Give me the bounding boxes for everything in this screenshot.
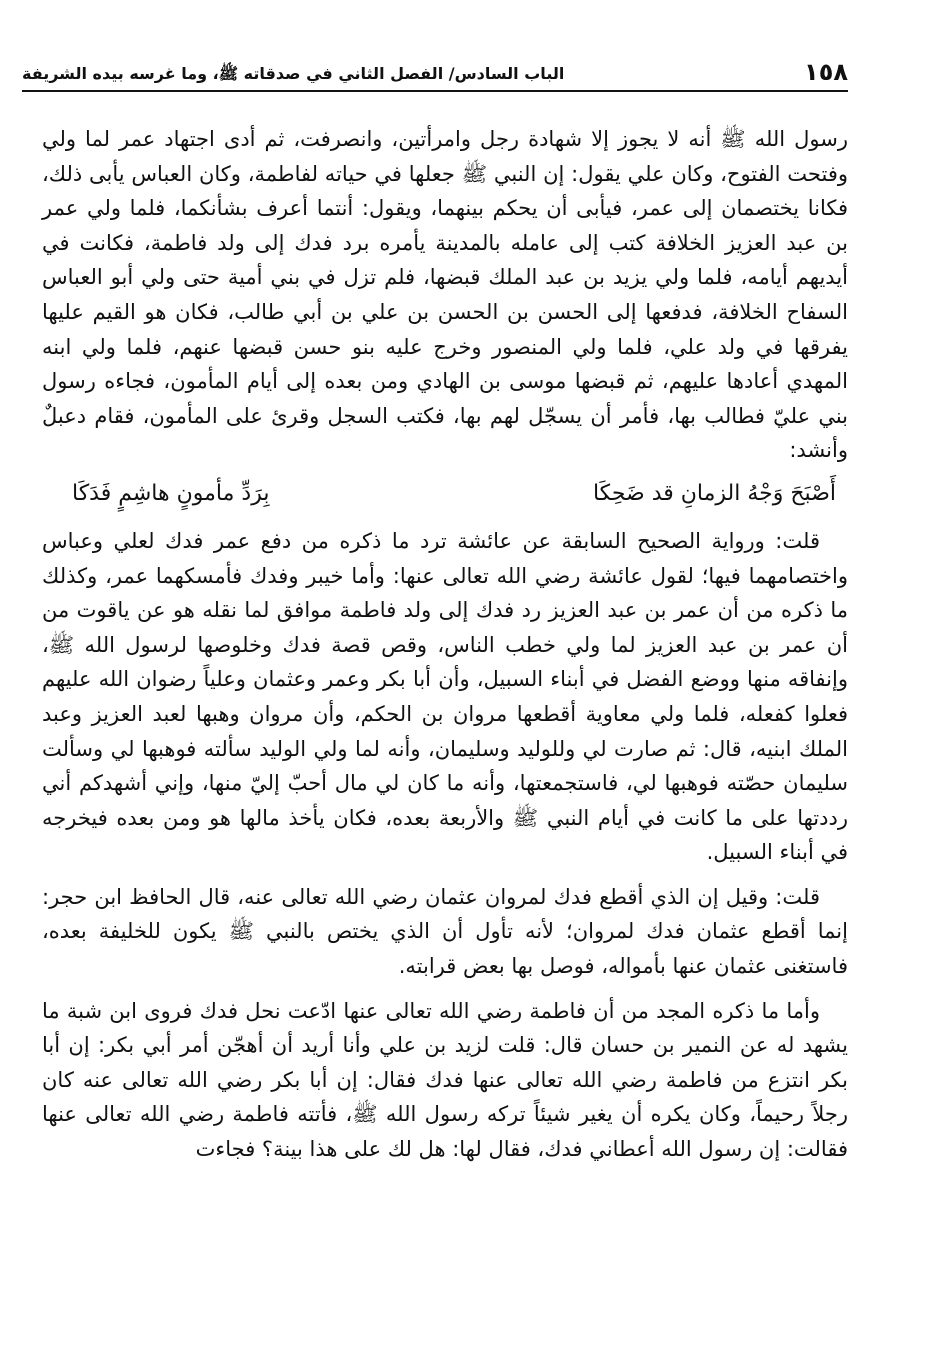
running-title: الباب السادس/ الفصل الثاني في صدقاته ﷺ، وما غرسه بيده الشريفة xyxy=(22,64,565,83)
page-number: ١٥٨ xyxy=(804,58,848,86)
poem-verse xyxy=(42,474,848,514)
paragraph-1: رسول الله ﷺ أنه لا يجوز إلا شهادة رجل وامرأتين، وانصرفت، ثم أدى اجتهاد عمر لما ولي وفتحت الفتوح، وكان علي يقول: إن النبي ﷺ جعلها في حياته لفاطمة، وكان العباس يأبى ذلك، فكانا يختصمان إلى عمر، فيأبى أن يحكم بينهما، ويقول: أنتما أعرف بشأنكما، فلما ولي عمر بن عبد العزيز الخلافة كتب إلى عامله بالمدينة يأمره برد فدك إلى ولد فاطمة، فكانت في أيديهم أيامه، فلما ولي يزيد بن عبد الملك قبضها، فلم تزل في بني أمية حتى ولي أبو العباس السفاح الخلافة، فدفعها إلى الحسن بن الحسن بن علي بن أبي طالب، فكان هو القيم عليها يفرقها في ولد علي، فلما ولي المنصور وخرج عليه بنو حسن قبضها عنهم، فلما ولي ابنه المهدي أعادها عليهم، ثم قبضها موسى بن الهادي ومن بعده إلى أيام المأمون، فجاءه رسول بني عليّ فطالب بها، فأمر أن يسجّل لهم بها، فكتب السجل وقرئ على المأمون، فقام دعبلٌ وأنشد: xyxy=(42,127,848,463)
paragraph-4: وأما ما ذكره المجد من أن فاطمة رضي الله تعالى عنها ادّعت نحل فدك فروى ابن شبة ما يشهد له عن النمير بن حسان قال: قلت لزيد بن علي وأنا أريد أن أهجّن أمر أبي بكر: إن أبا بكر انتزع من فاطمة رضي الله تعالى عنها فدك فقال: إن أبا بكر رضي الله تعالى عنه كان رجلاً رحيماً، وكان يكره أن يغير شيئاً تركه رسول الله ﷺ، فأتته فاطمة رضي الله تعالى عنها فقالت: إن رسول الله أعطاني فدك، فقال لها: هل لك على هذا بينة؟ فجاءت xyxy=(42,998,848,1162)
paragraph-2: قلت: ورواية الصحيح السابقة عن عائشة ترد ما ذكره من دفع عمر فدك لعلي وعباس واختصامهما فيها؛ لقول عائشة رضي الله تعالى عنها: وأما خيبر وفدك فأمسكهما عمر، وكذلك ما ذكره من أن عمر بن عبد العزيز رد فدك إلى ولد فاطمة موافق لما نقله هو عن ياقوت من أن عمر بن عبد العزيز لما ولي خطب الناس، وقص قصة فدك وخلوصها لرسول الله ﷺ، وإنفاقه منها ووضع الفضل في أبناء السبيل، وأن أبا بكر وعمر وعثمان وعلياً رضوان الله عليهم فعلوا كفعله، فلما ولي معاوية أقطعها مروان بن الحكم، وأن مروان وهبها لعبد العزيز وعبد الملك ابنيه، قال: ثم صارت لي وللوليد وسليمان، وأنه لما ولي الوليد سألته فوهبها لي وسألت سليمان حصّته فوهبها لي، فاستجمعتها، وأنه ما كان لي مال أحبّ إليّ منها، وإني أشهدكم أني رددتها على ما كانت في أيام النبي ﷺ والأربعة بعده، فكان يأخذ مالها هو ومن بعده فيخرجه في أبناء السبيل. xyxy=(42,528,848,865)
verse-second-hemistich: بِرَدِّ مأمونٍ هاشِمٍ فَدَكَا xyxy=(72,480,270,506)
paragraph-3: قلت: وقيل إن الذي أقطع فدك لمروان عثمان رضي الله تعالى عنه، قال الحافظ ابن حجر: إنما أقطع عثمان فدك لمروان؛ لأنه تأول أن الذي يختص بالنبي ﷺ يكون للخليفة بعده، فاستغنى عثمان عنها بأمواله، فوصل بها بعض قرابته. xyxy=(42,884,848,979)
page-header xyxy=(22,52,848,92)
verse-first-hemistich: أَصْبَحَ وَجْهُ الزمانِ قد ضَحِكَا xyxy=(592,480,836,506)
page-body xyxy=(42,122,848,1322)
